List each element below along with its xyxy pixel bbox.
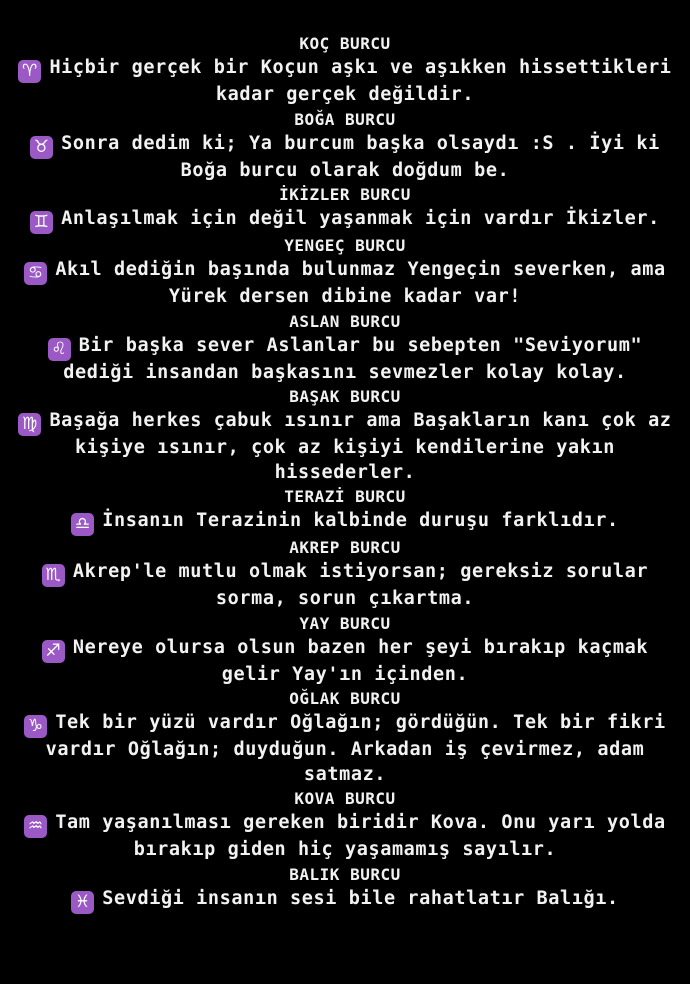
sign-text-block — [8, 711, 682, 787]
sign-text-block — [8, 56, 682, 108]
sign-text: Anlaşılmak için değil yaşanmak için vardır İkizler. — [61, 208, 660, 229]
sign-title: AKREP BURCU — [289, 538, 401, 557]
sign-leo — [8, 310, 682, 386]
sign-text: Nereye olursa olsun bazen her şeyi bırakıp kaçmak gelir Yay'ın içinden. — [72, 636, 649, 685]
sign-virgo — [8, 385, 682, 485]
sign-text: Akıl dediğin başında bulunmaz Yengeçin severken, ama Yürek dersen dibine kadar var! — [55, 259, 666, 307]
sign-title: OĞLAK BURCU — [289, 689, 401, 708]
scorpio-icon: ♏ — [42, 564, 65, 587]
sign-title: YAY BURCU — [299, 613, 391, 633]
sign-title: BOĞA BURCU — [294, 109, 396, 129]
sign-gemini — [8, 183, 682, 234]
sign-sagittarius — [8, 612, 682, 688]
sign-text-block — [8, 811, 682, 863]
sign-text-block — [8, 409, 682, 485]
gemini-icon: ♊ — [30, 211, 53, 234]
aquarius-icon: ♒ — [24, 815, 47, 838]
sign-text-block — [8, 132, 682, 184]
sign-title: KOÇ BURCU — [299, 34, 391, 53]
sign-title: KOVA BURCU — [294, 789, 396, 808]
sign-title: YENGEÇ BURCU — [284, 236, 406, 255]
libra-icon: ♎ — [71, 513, 94, 536]
sign-text-block — [8, 334, 682, 386]
sign-text: Başağa herkes çabuk ısınır ama Başakların kanı çok az kişiye ısınır, çok az kişiyi kendilerine yakın hissederler. — [49, 410, 672, 483]
sign-taurus — [8, 108, 682, 184]
sign-text-block — [8, 509, 682, 536]
virgo-icon: ♍ — [18, 413, 41, 436]
taurus-icon: ♉ — [30, 136, 53, 159]
aries-icon: ♈ — [18, 60, 41, 83]
sign-libra — [8, 485, 682, 536]
sign-text-block — [8, 636, 682, 688]
sign-title: BALIK BURCU — [289, 864, 401, 884]
sign-title: İKİZLER BURCU — [279, 185, 411, 204]
sign-aquarius — [8, 787, 682, 863]
sign-scorpio — [8, 536, 682, 612]
sign-text-block — [8, 207, 682, 234]
sign-text: Tam yaşanılması gereken biridir Kova. Onu yarı yolda bırakıp giden hiç yaşamamış sayılır. — [55, 812, 666, 860]
sign-text: Hiçbir gerçek bir Koçun aşkı ve aşıkken hissettikleri kadar gerçek değildir. — [49, 57, 672, 105]
sign-cancer — [8, 234, 682, 310]
sign-text: Tek bir yüzü vardır Oğlağın; gördüğün. Tek bir fikri vardır Oğlağın; duyduğun. Arkadan iş çevirmez, adam satmaz. — [45, 712, 666, 785]
sign-text-block — [8, 887, 682, 914]
sign-text-block — [8, 258, 682, 310]
sign-text: Sonra dedim ki; Ya burcum başka olsaydı :S . İyi ki Boğa burcu olarak doğdum be. — [61, 132, 660, 181]
sign-text-block — [8, 560, 682, 612]
capricorn-icon: ♑ — [24, 715, 47, 738]
sign-title: TERAZİ BURCU — [284, 487, 406, 506]
sagittarius-icon: ♐ — [42, 640, 65, 663]
sign-capricorn — [8, 687, 682, 787]
sign-aries — [8, 32, 682, 108]
sign-title: ASLAN BURCU — [289, 311, 401, 331]
sign-text: İnsanın Terazinin kalbinde duruşu farklıdır. — [102, 510, 619, 531]
sign-text: Sevdiği insanın sesi bile rahatlatır Balığı. — [102, 887, 619, 909]
sign-text: Akrep'le mutlu olmak istiyorsan; gereksiz sorular sorma, sorun çıkartma. — [72, 561, 649, 609]
cancer-icon: ♋ — [24, 262, 47, 285]
pisces-icon: ♓ — [71, 891, 94, 914]
sign-pisces — [8, 863, 682, 914]
leo-icon: ♌ — [48, 338, 71, 361]
sign-text: Bir başka sever Aslanlar bu sebepten "Seviyorum" dediği insandan başkasını sevmezler kolay kolay. — [63, 334, 643, 383]
sign-title: BAŞAK BURCU — [289, 387, 401, 406]
